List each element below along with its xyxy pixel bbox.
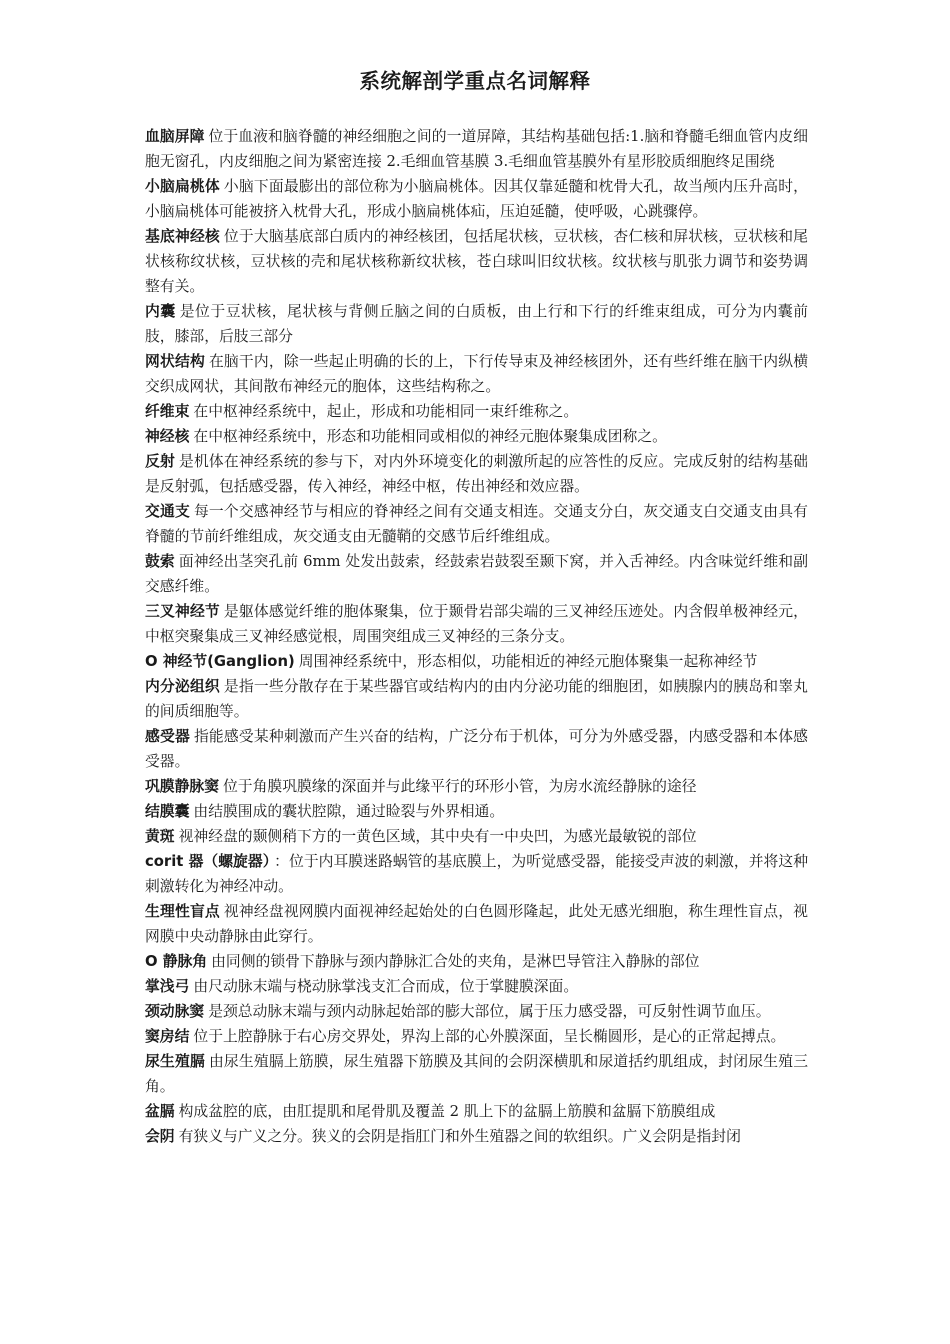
glossary-entry	[145, 899, 808, 949]
glossary-term: 内囊	[145, 303, 176, 320]
glossary-entry	[145, 724, 808, 774]
glossary-term: 黄斑	[145, 828, 175, 845]
glossary-entry	[145, 424, 808, 449]
glossary-term: 盆膈	[145, 1103, 175, 1120]
glossary-term: 基底神经核	[145, 228, 220, 245]
glossary-term: 内分泌组织	[145, 678, 220, 695]
glossary-entry	[145, 949, 808, 974]
glossary-entry	[145, 824, 808, 849]
glossary-entry	[145, 1049, 808, 1099]
glossary-entry	[145, 299, 808, 349]
glossary-definition: 位于血液和脑脊髓的神经细胞之间的一道屏障，其结构基础包括:1.脑和脊髓毛细血管内皮细胞无窗孔，内皮细胞之间为紧密连接 2.毛细血管基膜 3.毛细血管基膜外有星形胶质细胞终足围绕	[145, 128, 808, 170]
glossary-term: 小脑扁桃体	[145, 178, 220, 195]
page-title: 系统解剖学重点名词解释	[359, 69, 591, 93]
glossary-term: 纤维束	[145, 403, 190, 420]
glossary-entry	[145, 599, 808, 649]
glossary-list	[145, 124, 808, 1149]
glossary-entry	[145, 499, 808, 549]
glossary-term: 鼓索	[145, 553, 175, 570]
glossary-definition: 小脑下面最膨出的部位称为小脑扁桃体。因其仅靠延髓和枕骨大孔，故当颅内压升高时，小脑扁桃体可能被挤入枕骨大孔，形成小脑扁桃体疝，压迫延髓，使呼吸，心跳骤停。	[145, 178, 808, 220]
glossary-term: 反射	[145, 453, 175, 470]
glossary-definition: 位于大脑基底部白质内的神经核团，包括尾状核，豆状核，杏仁核和屏状核，豆状核和尾状核称纹状核，豆状核的壳和尾状核称新纹状核，苍白球叫旧纹状核。纹状核与肌张力调节和姿势调整有关。	[145, 228, 808, 295]
glossary-entry	[145, 649, 808, 674]
glossary-entry	[145, 399, 808, 424]
glossary-entry	[145, 174, 808, 224]
glossary-term: 生理性盲点	[145, 903, 220, 920]
glossary-definition: 是机体在神经系统的参与下，对内外环境变化的刺激所起的应答性的反应。完成反射的结构基础是反射弧，包括感受器，传入神经，神经中枢，传出神经和效应器。	[145, 453, 808, 495]
glossary-term: 巩膜静脉窦	[145, 778, 219, 795]
glossary-term: 颈动脉窦	[145, 1003, 205, 1020]
glossary-definition: 在中枢神经系统中，形态和功能相同或相似的神经元胞体聚集成团称之。	[193, 428, 667, 445]
glossary-entry	[145, 674, 808, 724]
glossary-entry	[145, 1124, 808, 1149]
glossary-definition: 由结膜围成的囊状腔隙，通过睑裂与外界相通。	[193, 803, 505, 820]
glossary-term: 神经核	[145, 428, 190, 445]
glossary-entry	[145, 124, 808, 174]
glossary-term: 会阴	[145, 1128, 175, 1145]
glossary-entry	[145, 799, 808, 824]
glossary-definition: 是颈总动脉末端与颈内动脉起始部的膨大部位，属于压力感受器，可反射性调节血压。	[208, 1003, 771, 1020]
glossary-definition: 位于上腔静脉于右心房交界处，界沟上部的心外膜深面，呈长椭圆形，是心的正常起搏点。	[193, 1028, 786, 1045]
glossary-term: corit 器（螺旋器）	[145, 853, 271, 870]
glossary-definition: 周围神经系统中，形态相似，功能相近的神经元胞体聚集一起称神经节	[298, 653, 758, 670]
glossary-definition: 构成盆腔的底，由肛提肌和尾骨肌及覆盖 2 肌上下的盆膈上筋膜和盆膈下筋膜组成	[178, 1103, 716, 1120]
glossary-definition: 由尿生殖膈上筋膜，尿生殖器下筋膜及其间的会阴深横肌和尿道括约肌组成，封闭尿生殖三角。	[145, 1053, 808, 1095]
glossary-entry	[145, 1099, 808, 1124]
glossary-definition: 由尺动脉末端与桡动脉掌浅支汇合而成，位于掌腱膜深面。	[193, 978, 579, 995]
glossary-entry	[145, 774, 808, 799]
glossary-definition: 位于角膜巩膜缘的深面并与此缘平行的环形小管，为房水流经静脉的途径	[223, 778, 697, 795]
glossary-entry	[145, 974, 808, 999]
glossary-definition: 由同侧的锁骨下静脉与颈内静脉汇合处的夹角，是淋巴导管注入静脉的部位	[211, 953, 700, 970]
glossary-definition: 视神经盘视网膜内面视神经起始处的白色圆形隆起，此处无感光细胞，称生理性盲点，视网膜中央动静脉由此穿行。	[145, 903, 808, 945]
glossary-definition: 在中枢神经系统中，起止，形成和功能相同一束纤维称之。	[193, 403, 579, 420]
glossary-definition: 在脑干内，除一些起止明确的长的上，下行传导束及神经核团外，还有些纤维在脑干内纵横交织成网状，其间散布神经元的胞体，这些结构称之。	[145, 353, 808, 395]
glossary-entry	[145, 849, 808, 899]
glossary-term: 结膜囊	[145, 803, 190, 820]
glossary-definition: ：位于内耳膜迷路蜗管的基底膜上，为听觉感受器，能接受声波的刺激，并将这种刺激转化为神经冲动。	[145, 853, 808, 895]
glossary-term: O 神经节(Ganglion)	[145, 653, 295, 670]
glossary-term: 三叉神经节	[145, 603, 220, 620]
glossary-term: O 静脉角	[145, 953, 208, 970]
glossary-term: 交通支	[145, 503, 190, 520]
glossary-definition: 面神经出茎突孔前 6mm 处发出鼓索，经鼓索岩鼓裂至颞下窝，并入舌神经。内含味觉纤维和副交感纤维。	[145, 553, 808, 595]
glossary-term: 窦房结	[145, 1028, 190, 1045]
glossary-term: 网状结构	[145, 353, 205, 370]
glossary-entry	[145, 449, 808, 499]
glossary-term: 尿生殖膈	[145, 1053, 205, 1070]
glossary-entry	[145, 999, 808, 1024]
glossary-definition: 有狭义与广义之分。狭义的会阴是指肛门和外生殖器之间的软组织。广义会阴是指封闭	[178, 1128, 741, 1145]
glossary-term: 血脑屏障	[145, 128, 205, 145]
glossary-entry	[145, 224, 808, 299]
glossary-entry	[145, 1024, 808, 1049]
glossary-term: 感受器	[145, 728, 190, 745]
glossary-definition: 是躯体感觉纤维的胞体聚集，位于颞骨岩部尖端的三叉神经压迹处。内含假单极神经元，中枢突聚集成三叉神经感觉根，周围突组成三叉神经的三条分支。	[145, 603, 808, 645]
glossary-definition: 视神经盘的颞侧稍下方的一黄色区域，其中央有一中央凹，为感光最敏锐的部位	[178, 828, 697, 845]
glossary-definition: 指能感受某种刺激而产生兴奋的结构，广泛分布于机体，可分为外感受器，内感受器和本体感受器。	[145, 728, 808, 770]
glossary-entry	[145, 349, 808, 399]
glossary-term: 掌浅弓	[145, 978, 190, 995]
glossary-definition: 是指一些分散存在于某些器官或结构内的由内分泌功能的细胞团，如胰腺内的胰岛和睾丸的间质细胞等。	[145, 678, 808, 720]
glossary-definition: 每一个交感神经节与相应的脊神经之间有交通支相连。交通支分白，灰交通支白交通支由具有脊髓的节前纤维组成，灰交通支由无髓鞘的交感节后纤维组成。	[145, 503, 808, 545]
glossary-entry	[145, 549, 808, 599]
glossary-definition: 是位于豆状核，尾状核与背侧丘脑之间的白质板，由上行和下行的纤维束组成，可分为内囊前肢，膝部，后肢三部分	[145, 303, 808, 345]
